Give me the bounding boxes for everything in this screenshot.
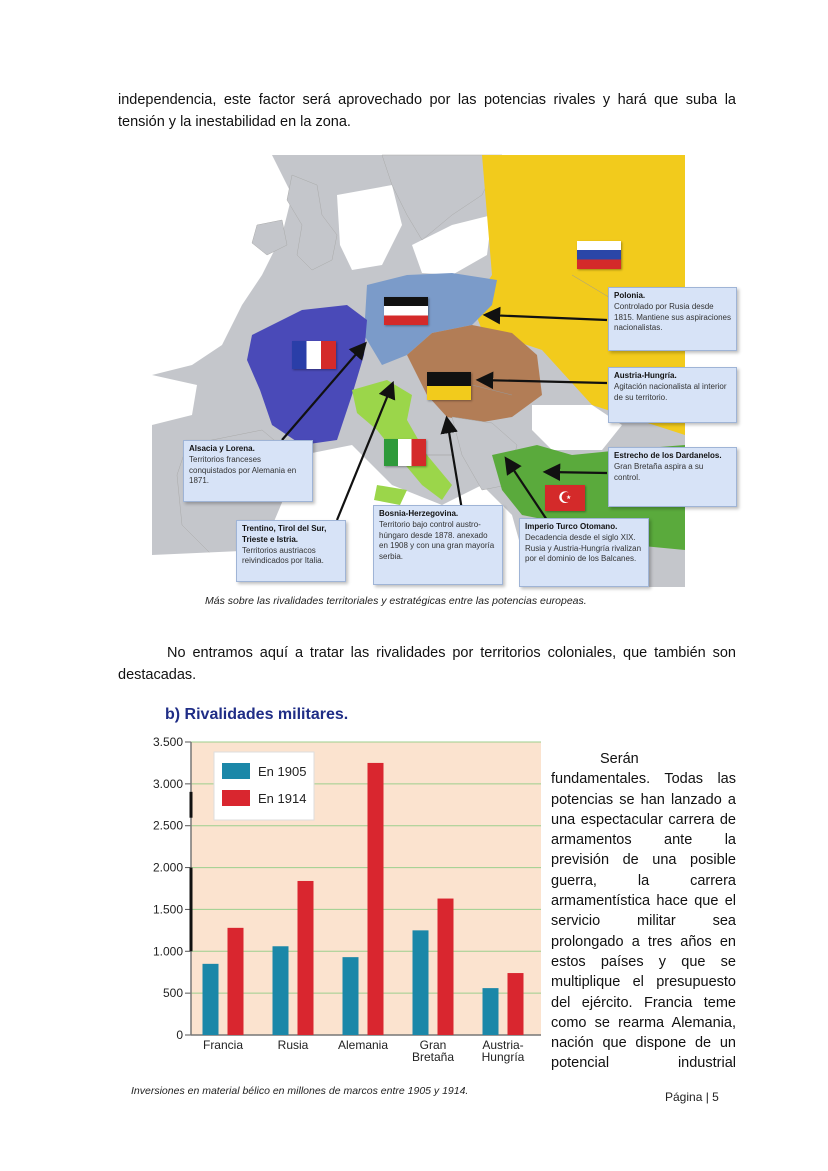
bar-1905 — [273, 946, 289, 1035]
france-flag — [292, 341, 336, 369]
callout-estrecho: Estrecho de los Dardanelos. Gran Bretaña aspira a su control. — [608, 447, 737, 507]
map-caption: Más sobre las rivalidades territoriales y estratégicas entre las potencias europeas. — [205, 595, 587, 607]
side-paragraph-rest: fundamentales. Todas las potencias se han lanzado a una espectacular carrera de armamentos ante la previsión de una posible guerra, la carrera armamentística hace que el servicio militar sea prolongado a tres años en estos países y que se multiplique el presupuesto del ejército. Francia teme como se rearma Alemania, nación que dispone de un potencial industrial — [551, 771, 736, 1072]
y-tick-label: 2.000 — [152, 860, 183, 875]
chart-caption: Inversiones en material bélico en millones de marcos entre 1905 y 1914. — [131, 1085, 469, 1097]
y-tick-label: 2.500 — [152, 818, 183, 833]
callout-turco: Imperio Turco Otomano. Decadencia desde el siglo XIX. Rusia y Austria-Hungría rivalizan por el dominio de los Balcanes. — [519, 518, 649, 587]
intro-paragraph: independencia, este factor será aprovechado por las potencias rivales y hará que suba la tensión y la inestabilidad en la zona. — [118, 92, 736, 130]
bar-chart-svg — [136, 734, 546, 1074]
side-paragraph — [551, 749, 736, 1074]
callout-polonia: Polonia. Controlado por Rusia desde 1815. Mantiene sus aspiraciones nacionalistas. — [608, 287, 737, 351]
y-tick-label: 1.500 — [152, 902, 183, 917]
callout-austria: Austria-Hungría. Agitación nacionalista al interior de su territorio. — [608, 367, 737, 423]
section-heading: b) Rivalidades militares. — [165, 706, 349, 723]
callout-alsacia: Alsacia y Lorena. Territorios franceses conquistados por Alemania en 1871. — [183, 440, 313, 502]
bar-1905 — [203, 964, 219, 1035]
bar-1914 — [298, 881, 314, 1035]
y-tick-label: 1.000 — [152, 944, 183, 959]
italy-flag — [384, 439, 426, 466]
callout-bosnia: Bosnia-Herzegovina. Territorio bajo control austro-húngaro desde 1878. anexado en 1908 y con una gran mayoría serbia. — [373, 505, 503, 585]
bar-1914 — [368, 763, 384, 1035]
x-tick-label: Francia — [202, 1038, 244, 1052]
austria-flag — [427, 372, 471, 400]
legend-label: En 1914 — [258, 791, 307, 806]
military-spending-chart — [136, 734, 546, 1074]
bar-1914 — [438, 899, 454, 1035]
side-paragraph-first: Serán — [600, 751, 639, 767]
legend-swatch — [222, 790, 250, 806]
y-tick-label: 3.000 — [152, 776, 183, 791]
arrow-estrecho — [547, 472, 607, 473]
page-number: Página | 5 — [665, 1090, 719, 1104]
bar-1905 — [343, 957, 359, 1035]
y-tick-label: 3.500 — [152, 735, 183, 749]
colonial-paragraph: No entramos aquí a tratar las rivalidades por territorios coloniales, que también son destacadas. — [118, 645, 736, 683]
bar-1914 — [508, 973, 524, 1035]
y-tick-label: 500 — [162, 986, 183, 1001]
x-tick-label: Hungría — [481, 1050, 525, 1064]
x-tick-label: Alemania — [337, 1038, 389, 1052]
x-tick-label: Gran — [419, 1038, 447, 1052]
ottoman-flag: ☪ — [545, 485, 585, 511]
rivalries-map — [152, 155, 731, 587]
russia-flag — [577, 241, 621, 269]
x-tick-label: Rusia — [277, 1038, 309, 1052]
germany-flag — [384, 297, 428, 325]
y-tick-label: 0 — [176, 1028, 183, 1042]
x-tick-label: Bretaña — [411, 1050, 455, 1064]
legend-swatch — [222, 763, 250, 779]
bar-1905 — [413, 930, 429, 1035]
x-tick-label: Austria- — [482, 1038, 524, 1052]
bar-1905 — [483, 988, 499, 1035]
legend-label: En 1905 — [258, 764, 307, 779]
legend-box — [214, 752, 314, 820]
callout-trentino: Trentino, Tirol del Sur, Trieste e Istria. Territorios austriacos reivindicados por Italia. — [236, 520, 346, 582]
bar-1914 — [228, 928, 244, 1035]
